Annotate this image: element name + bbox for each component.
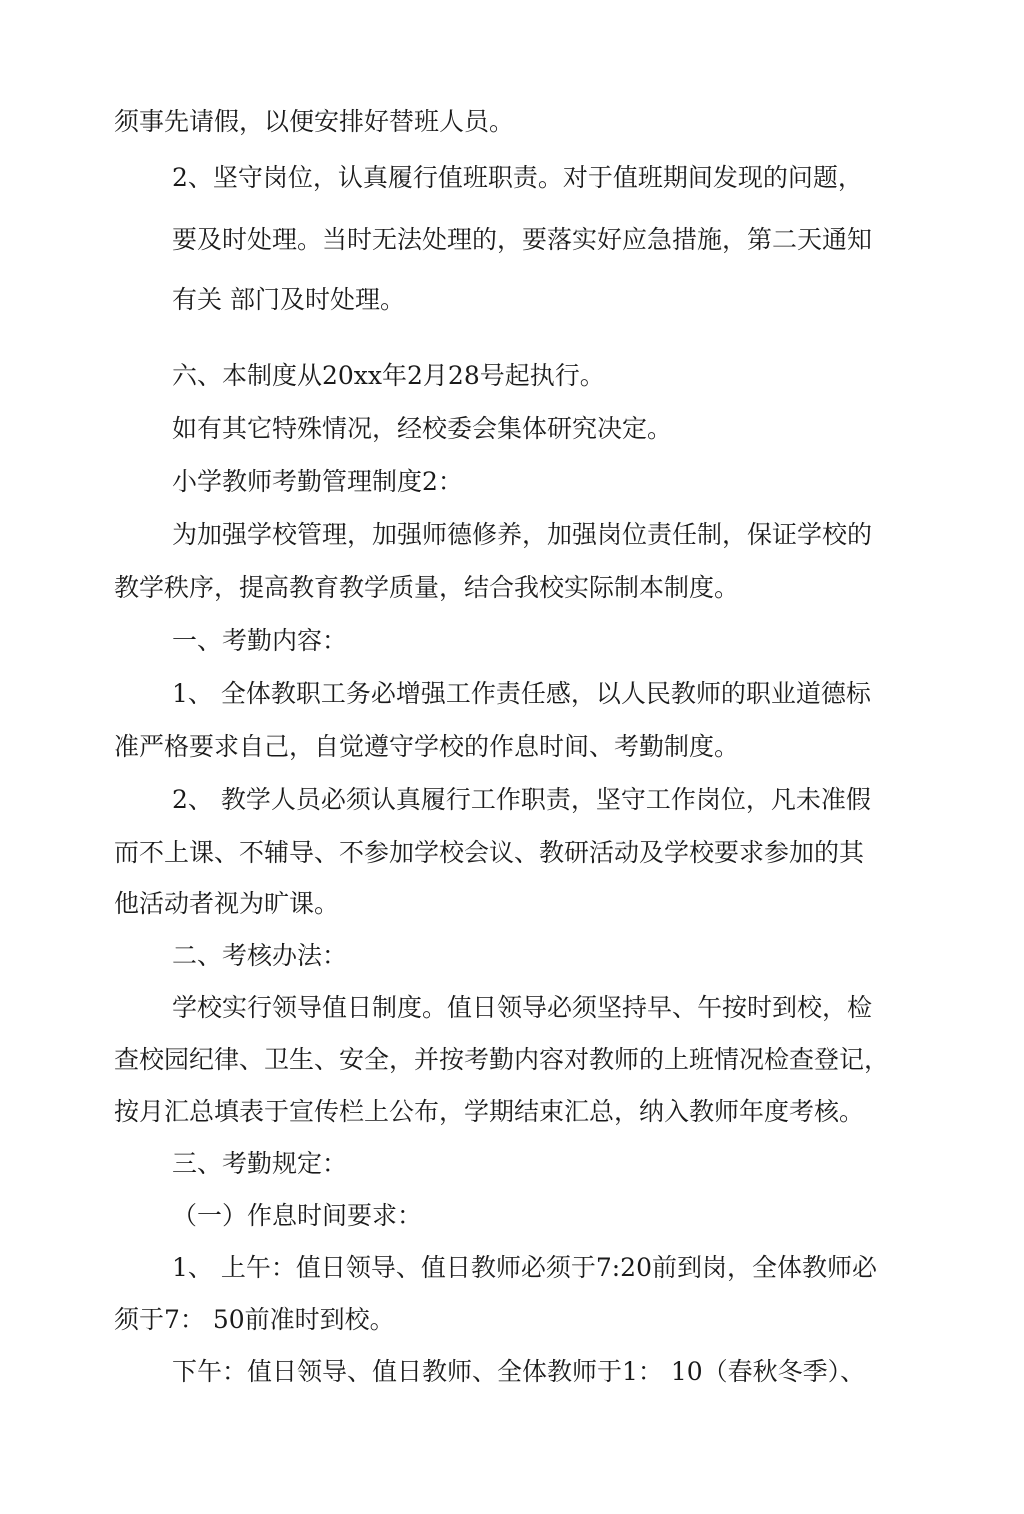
text-line: 一、考勤内容： [172, 626, 348, 655]
text-line: 而不上课、不辅导、不参加学校会议、教研活动及学校要求参加的其 [114, 838, 865, 867]
text-line: 须于7： 50前准时到校。 [114, 1305, 395, 1334]
text-line: 他活动者视为旷课。 [114, 889, 340, 918]
text-line: 须事先请假，以便安排好替班人员。 [114, 107, 515, 136]
text-line: 查校园纪律、卫生、安全，并按考勤内容对教师的上班情况检查登记， [114, 1045, 890, 1074]
text-line: 有关 部门及时处理。 [172, 285, 405, 314]
text-line: （一）作息时间要求： [172, 1201, 423, 1230]
text-line: 1、 上午：值日领导、值日教师必须于7:20前到岗，全体教师必 [172, 1253, 877, 1282]
text-line: 六、本制度从20xx年2月28号起执行。 [172, 361, 605, 390]
text-line: 2、 教学人员必须认真履行工作职责，坚守工作岗位，凡未准假 [172, 785, 871, 814]
text-line: 学校实行领导值日制度。值日领导必须坚持早、午按时到校，检 [172, 993, 873, 1022]
text-line: 下午：值日领导、值日教师、全体教师于1： 10（春秋冬季）、 [172, 1357, 866, 1386]
text-line: 二、考核办法： [172, 941, 348, 970]
text-line: 为加强学校管理，加强师德修养，加强岗位责任制，保证学校的 [172, 520, 873, 549]
text-line: 准严格要求自己，自觉遵守学校的作息时间、考勤制度。 [114, 732, 740, 761]
text-line: 2、坚守岗位，认真履行值班职责。对于值班期间发现的问题， [172, 163, 863, 192]
text-line: 如有其它特殊情况，经校委会集体研究决定。 [172, 414, 673, 443]
text-line: 三、考勤规定： [172, 1149, 348, 1178]
text-line: 要及时处理。当时无法处理的，要落实好应急措施，第二天通知 [172, 225, 873, 254]
text-line: 按月汇总填表于宣传栏上公布，学期结束汇总，纳入教师年度考核。 [114, 1097, 865, 1126]
text-line: 小学教师考勤管理制度2： [172, 467, 463, 496]
text-line: 教学秩序，提高教育教学质量，结合我校实际制本制度。 [114, 573, 740, 602]
text-line: 1、 全体教职工务必增强工作责任感，以人民教师的职业道德标 [172, 679, 871, 708]
